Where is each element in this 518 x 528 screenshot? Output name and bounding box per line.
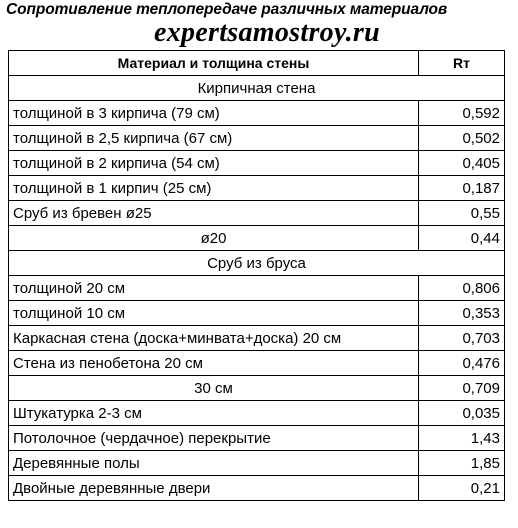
material-cell: Деревянные полы: [9, 451, 419, 476]
rt-value-cell: 0,187: [419, 176, 505, 201]
header-material: Материал и толщина стены: [9, 51, 419, 76]
rt-value-cell: 0,592: [419, 101, 505, 126]
watermark-text: expertsamostroy.ru: [153, 17, 381, 48]
material-cell: Двойные деревянные двери: [9, 476, 419, 501]
table-caption: Сопротивление теплопередаче различных материалов: [6, 1, 448, 18]
table-row: [9, 101, 505, 126]
rt-value-cell: 0,55: [419, 201, 505, 226]
rt-value-cell: 1,85: [419, 451, 505, 476]
table-row: [9, 151, 505, 176]
rt-value-cell: 0,709: [419, 376, 505, 401]
rt-value-cell: 0,806: [419, 276, 505, 301]
material-cell: 30 см: [9, 376, 419, 401]
section-title: Кирпичная стена: [9, 76, 505, 101]
material-cell: Штукатурка 2-3 см: [9, 401, 419, 426]
rt-value-cell: 0,353: [419, 301, 505, 326]
material-cell: толщиной в 1 кирпич (25 см): [9, 176, 419, 201]
material-cell: Сруб из бревен ø25: [9, 201, 419, 226]
table-body: [9, 76, 505, 501]
rt-value-cell: 0,476: [419, 351, 505, 376]
rt-value-cell: 0,035: [419, 401, 505, 426]
table-row: [9, 401, 505, 426]
rt-value-cell: 1,43: [419, 426, 505, 451]
rt-value-cell: 0,703: [419, 326, 505, 351]
header-rt: Rт: [419, 51, 505, 76]
material-cell: ø20: [9, 226, 419, 251]
rt-value-cell: 0,502: [419, 126, 505, 151]
material-cell: Потолочное (чердачное) перекрытие: [9, 426, 419, 451]
table-row: [9, 201, 505, 226]
table-row: [9, 451, 505, 476]
material-cell: толщиной 20 см: [9, 276, 419, 301]
table-row: [9, 376, 505, 401]
material-cell: Каркасная стена (доска+минвата+доска) 20 см: [9, 326, 419, 351]
material-cell: толщиной в 3 кирпича (79 см): [9, 101, 419, 126]
table-header-row: [9, 51, 505, 76]
table-row: [9, 301, 505, 326]
site-watermark: [0, 14, 518, 52]
section-row: [9, 251, 505, 276]
table-row: [9, 351, 505, 376]
table-row: [9, 426, 505, 451]
table-row: [9, 276, 505, 301]
material-cell: Стена из пенобетона 20 см: [9, 351, 419, 376]
rt-value-cell: 0,44: [419, 226, 505, 251]
rt-value-cell: 0,405: [419, 151, 505, 176]
thermal-resistance-table: [8, 50, 505, 501]
table-row: [9, 126, 505, 151]
table-row: [9, 326, 505, 351]
material-cell: толщиной 10 см: [9, 301, 419, 326]
material-cell: толщиной в 2,5 кирпича (67 см): [9, 126, 419, 151]
section-title: Сруб из бруса: [9, 251, 505, 276]
section-row: [9, 76, 505, 101]
table-row: [9, 226, 505, 251]
table-row: [9, 176, 505, 201]
material-cell: толщиной в 2 кирпича (54 см): [9, 151, 419, 176]
table-row: [9, 476, 505, 501]
rt-value-cell: 0,21: [419, 476, 505, 501]
